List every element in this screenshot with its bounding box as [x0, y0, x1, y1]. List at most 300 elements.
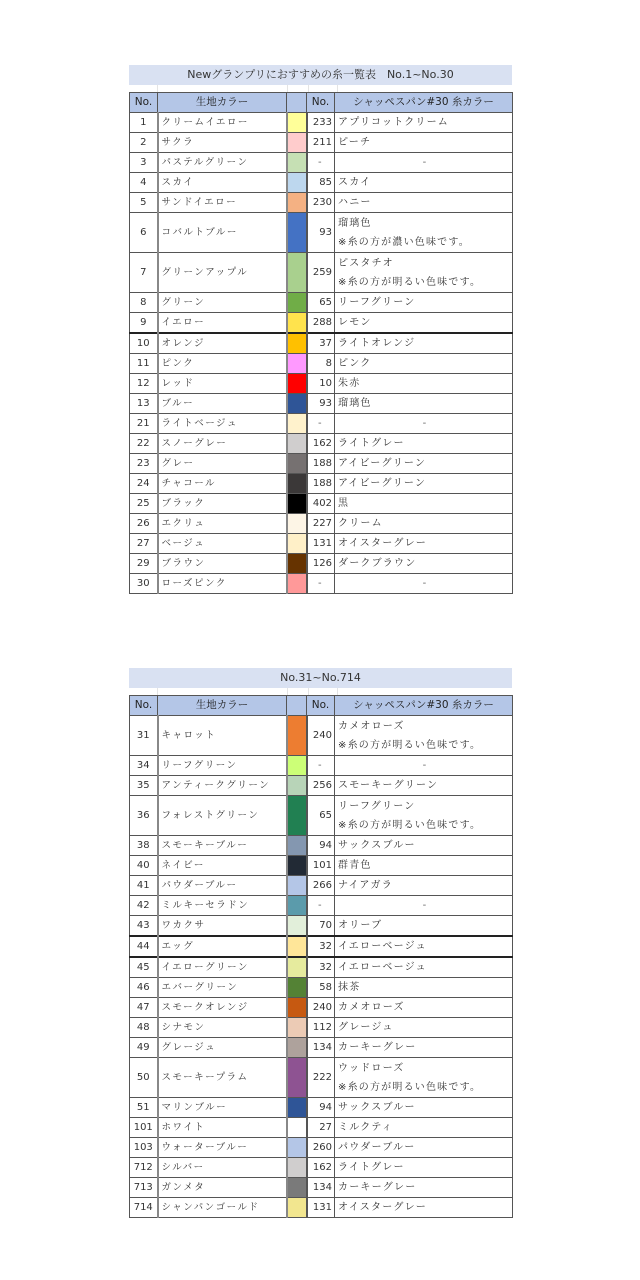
- table-row: [130, 374, 513, 394]
- thread-color-name: 朱赤: [338, 378, 361, 389]
- table-row: [130, 113, 513, 133]
- thread-color-cell: [335, 1118, 513, 1138]
- table-row: [130, 494, 513, 514]
- color-swatch: [287, 1038, 307, 1058]
- table-row: [130, 957, 513, 978]
- color-swatch: [287, 836, 307, 856]
- thread-color-name: サックスブルー: [338, 1102, 416, 1113]
- thread-color-cell: [335, 756, 513, 776]
- thread-no: 93: [307, 213, 335, 253]
- table-row: [130, 253, 513, 293]
- thread-color-cell: [335, 876, 513, 896]
- fabric-color-name: エッグ: [158, 936, 287, 957]
- thread-color-name: ピンク: [338, 358, 372, 369]
- table-block-2: [129, 668, 512, 1218]
- color-swatch: [287, 374, 307, 394]
- thread-no: -: [307, 756, 335, 776]
- color-swatch: [287, 936, 307, 957]
- header-swatch: [287, 93, 307, 113]
- thread-color-cell: [335, 998, 513, 1018]
- table-row: [130, 836, 513, 856]
- thread-color-name: ナイアガラ: [338, 880, 393, 891]
- color-swatch: [287, 1158, 307, 1178]
- fabric-no: 10: [130, 333, 158, 354]
- fabric-color-name: ホワイト: [158, 1118, 287, 1138]
- thread-color-cell: [335, 957, 513, 978]
- table-row: [130, 394, 513, 414]
- thread-color-cell: [335, 173, 513, 193]
- fabric-no: 21: [130, 414, 158, 434]
- fabric-no: 1: [130, 113, 158, 133]
- table-row: [130, 574, 513, 594]
- table-row: [130, 1138, 513, 1158]
- thread-no: -: [307, 896, 335, 916]
- thread-color-name: アイビーグリーン: [338, 478, 427, 489]
- thread-color-cell: [335, 474, 513, 494]
- thread-color-cell: [335, 434, 513, 454]
- color-swatch: [287, 1198, 307, 1218]
- fabric-color-name: スモークオレンジ: [158, 998, 287, 1018]
- table-row: [130, 354, 513, 374]
- thread-color-cell: [335, 153, 513, 173]
- table-body: [130, 113, 513, 594]
- thread-table-1: [129, 92, 513, 594]
- color-swatch: [287, 474, 307, 494]
- table-row: [130, 856, 513, 876]
- table-row: [130, 153, 513, 173]
- thread-color-name: ライトオレンジ: [338, 338, 416, 349]
- thread-no: 230: [307, 193, 335, 213]
- color-swatch: [287, 133, 307, 153]
- fabric-no: 31: [130, 716, 158, 756]
- thread-color-cell: [335, 1058, 513, 1098]
- fabric-no: 29: [130, 554, 158, 574]
- fabric-no: 35: [130, 776, 158, 796]
- thread-no: 259: [307, 253, 335, 293]
- thread-color-name: ハニー: [338, 197, 372, 208]
- thread-color-cell: [335, 1198, 513, 1218]
- thread-color-cell: [335, 1098, 513, 1118]
- thread-no: 94: [307, 836, 335, 856]
- fabric-color-name: スモーキープラム: [158, 1058, 287, 1098]
- thread-no: 101: [307, 856, 335, 876]
- fabric-color-name: ワカクサ: [158, 916, 287, 937]
- thread-note: ※糸の方が明るい色味です。: [338, 739, 482, 751]
- thread-color-name: -: [422, 900, 428, 911]
- thread-color-cell: [335, 574, 513, 594]
- color-swatch: [287, 313, 307, 334]
- thread-color-name: 抹茶: [338, 982, 361, 993]
- fabric-color-name: ガンメタ: [158, 1178, 287, 1198]
- thread-no: 162: [307, 434, 335, 454]
- fabric-color-name: シナモン: [158, 1018, 287, 1038]
- fabric-no: 27: [130, 534, 158, 554]
- thread-no: 260: [307, 1138, 335, 1158]
- fabric-no: 45: [130, 957, 158, 978]
- color-swatch: [287, 796, 307, 836]
- thread-color-name: イエローベージュ: [338, 962, 427, 973]
- fabric-no: 7: [130, 253, 158, 293]
- spacer: [129, 85, 512, 92]
- thread-table-2: [129, 695, 513, 1218]
- color-swatch: [287, 293, 307, 313]
- fabric-no: 36: [130, 796, 158, 836]
- color-swatch: [287, 876, 307, 896]
- fabric-color-name: リーフグリーン: [158, 756, 287, 776]
- fabric-no: 5: [130, 193, 158, 213]
- fabric-no: 43: [130, 916, 158, 937]
- fabric-color-name: フォレストグリーン: [158, 796, 287, 836]
- thread-color-cell: [335, 1158, 513, 1178]
- thread-color-cell: [335, 454, 513, 474]
- thread-no: 266: [307, 876, 335, 896]
- thread-color-name: -: [422, 578, 428, 589]
- thread-color-name: ピスタチオ: [338, 257, 394, 269]
- fabric-color-name: チャコール: [158, 474, 287, 494]
- fabric-color-name: ベージュ: [158, 534, 287, 554]
- fabric-color-name: キャロット: [158, 716, 287, 756]
- fabric-color-name: レッド: [158, 374, 287, 394]
- header-row: [130, 696, 513, 716]
- header-thread-no: No.: [307, 93, 335, 113]
- table-row: [130, 1018, 513, 1038]
- thread-color-cell: [335, 133, 513, 153]
- table-row: [130, 876, 513, 896]
- thread-color-name: 群青色: [338, 860, 372, 871]
- thread-no: 188: [307, 474, 335, 494]
- thread-color-cell: [335, 1038, 513, 1058]
- thread-no: 37: [307, 333, 335, 354]
- thread-no: 240: [307, 716, 335, 756]
- color-swatch: [287, 213, 307, 253]
- color-swatch: [287, 756, 307, 776]
- thread-color-cell: [335, 1138, 513, 1158]
- color-swatch: [287, 896, 307, 916]
- table-row: [130, 293, 513, 313]
- thread-no: 85: [307, 173, 335, 193]
- thread-color-name: 瑠璃色: [338, 217, 372, 229]
- thread-color-cell: [335, 354, 513, 374]
- header-row: [130, 93, 513, 113]
- thread-color-cell: [335, 978, 513, 998]
- thread-no: 188: [307, 454, 335, 474]
- table-row: [130, 514, 513, 534]
- fabric-no: 101: [130, 1118, 158, 1138]
- fabric-no: 44: [130, 936, 158, 957]
- fabric-color-name: エクリュ: [158, 514, 287, 534]
- thread-no: 131: [307, 1198, 335, 1218]
- fabric-no: 22: [130, 434, 158, 454]
- fabric-color-name: サクラ: [158, 133, 287, 153]
- thread-color-cell: [335, 374, 513, 394]
- thread-color-name: カーキーグレー: [338, 1042, 417, 1053]
- fabric-no: 103: [130, 1138, 158, 1158]
- fabric-no: 50: [130, 1058, 158, 1098]
- fabric-color-name: ピンク: [158, 354, 287, 374]
- thread-color-name: 瑠璃色: [338, 398, 372, 409]
- header-swatch: [287, 696, 307, 716]
- table-row: [130, 193, 513, 213]
- fabric-color-name: クリームイエロー: [158, 113, 287, 133]
- color-swatch: [287, 193, 307, 213]
- thread-no: 211: [307, 133, 335, 153]
- table-row: [130, 1058, 513, 1098]
- thread-color-name: 黒: [338, 498, 350, 509]
- thread-color-name: パウダーブルー: [338, 1142, 416, 1153]
- thread-color-cell: [335, 414, 513, 434]
- thread-no: 134: [307, 1178, 335, 1198]
- fabric-color-name: ローズピンク: [158, 574, 287, 594]
- color-swatch: [287, 1018, 307, 1038]
- thread-color-cell: [335, 1178, 513, 1198]
- thread-color-cell: [335, 193, 513, 213]
- thread-color-cell: [335, 836, 513, 856]
- fabric-no: 13: [130, 394, 158, 414]
- thread-color-cell: [335, 514, 513, 534]
- thread-color-cell: [335, 916, 513, 937]
- thread-color-name: オイスターグレー: [338, 538, 427, 549]
- table-title: No.31~No.714: [129, 668, 512, 688]
- table-row: [130, 716, 513, 756]
- thread-color-cell: [335, 796, 513, 836]
- thread-note: ※糸の方が濃い色味です。: [338, 236, 470, 248]
- color-swatch: [287, 414, 307, 434]
- table-body: [130, 716, 513, 1218]
- fabric-color-name: スノーグレー: [158, 434, 287, 454]
- color-swatch: [287, 1178, 307, 1198]
- color-swatch: [287, 514, 307, 534]
- thread-no: 93: [307, 394, 335, 414]
- header-thread-color: シャッペスパン#30 糸カラー: [335, 696, 513, 716]
- header-thread-no: No.: [307, 696, 335, 716]
- fabric-color-name: スカイ: [158, 173, 287, 193]
- thread-color-cell: [335, 494, 513, 514]
- fabric-color-name: ブラック: [158, 494, 287, 514]
- fabric-color-name: エバーグリーン: [158, 978, 287, 998]
- color-swatch: [287, 494, 307, 514]
- fabric-color-name: アンティークグリーン: [158, 776, 287, 796]
- table-row: [130, 474, 513, 494]
- thread-color-name: ウッドローズ: [338, 1062, 405, 1074]
- fabric-color-name: ウォーターブルー: [158, 1138, 287, 1158]
- thread-no: 126: [307, 554, 335, 574]
- table-block-1: [129, 65, 512, 594]
- thread-color-cell: [335, 534, 513, 554]
- fabric-no: 6: [130, 213, 158, 253]
- fabric-color-name: ミルキーセラドン: [158, 896, 287, 916]
- thread-no: 227: [307, 514, 335, 534]
- thread-no: 8: [307, 354, 335, 374]
- fabric-no: 51: [130, 1098, 158, 1118]
- fabric-no: 26: [130, 514, 158, 534]
- color-swatch: [287, 454, 307, 474]
- fabric-no: 713: [130, 1178, 158, 1198]
- table-row: [130, 896, 513, 916]
- thread-color-cell: [335, 313, 513, 334]
- color-swatch: [287, 554, 307, 574]
- thread-no: 94: [307, 1098, 335, 1118]
- thread-color-name: クリーム: [338, 518, 383, 529]
- color-swatch: [287, 776, 307, 796]
- fabric-color-name: サンドイエロー: [158, 193, 287, 213]
- thread-color-name: レモン: [338, 317, 372, 328]
- thread-no: 65: [307, 796, 335, 836]
- fabric-color-name: パウダーブルー: [158, 876, 287, 896]
- thread-no: 70: [307, 916, 335, 937]
- thread-no: 65: [307, 293, 335, 313]
- header-fabric-color: 生地カラー: [158, 696, 287, 716]
- color-swatch: [287, 394, 307, 414]
- fabric-no: 11: [130, 354, 158, 374]
- color-swatch: [287, 173, 307, 193]
- thread-color-name: カーキーグレー: [338, 1182, 417, 1193]
- thread-no: 288: [307, 313, 335, 334]
- fabric-color-name: シャンパンゴールド: [158, 1198, 287, 1218]
- thread-color-cell: [335, 113, 513, 133]
- table-row: [130, 998, 513, 1018]
- table-title: Newグランプリにおすすめの糸一覧表 No.1~No.30: [129, 65, 512, 85]
- thread-color-name: サックスブルー: [338, 840, 416, 851]
- fabric-color-name: グレー: [158, 454, 287, 474]
- fabric-color-name: ライトベージュ: [158, 414, 287, 434]
- table-row: [130, 213, 513, 253]
- thread-color-cell: [335, 394, 513, 414]
- fabric-no: 23: [130, 454, 158, 474]
- header-no: No.: [130, 93, 158, 113]
- fabric-no: 47: [130, 998, 158, 1018]
- table-row: [130, 776, 513, 796]
- thread-no: -: [307, 574, 335, 594]
- thread-color-cell: [335, 293, 513, 313]
- fabric-no: 40: [130, 856, 158, 876]
- table-row: [130, 1118, 513, 1138]
- table-row: [130, 133, 513, 153]
- header-no: No.: [130, 696, 158, 716]
- thread-color-name: ピーチ: [338, 137, 372, 148]
- fabric-no: 46: [130, 978, 158, 998]
- table-row: [130, 1038, 513, 1058]
- table-row: [130, 756, 513, 776]
- thread-color-name: -: [422, 760, 428, 771]
- thread-color-name: アプリコットクリーム: [338, 117, 449, 128]
- thread-no: 256: [307, 776, 335, 796]
- fabric-no: 8: [130, 293, 158, 313]
- fabric-color-name: スモーキーブルー: [158, 836, 287, 856]
- thread-color-cell: [335, 896, 513, 916]
- thread-note: ※糸の方が明るい色味です。: [338, 276, 482, 288]
- thread-no: 131: [307, 534, 335, 554]
- fabric-no: 712: [130, 1158, 158, 1178]
- thread-color-name: グレージュ: [338, 1022, 394, 1033]
- color-swatch: [287, 153, 307, 173]
- table-row: [130, 978, 513, 998]
- thread-color-name: カメオローズ: [338, 720, 405, 732]
- thread-no: 240: [307, 998, 335, 1018]
- fabric-color-name: ネイビー: [158, 856, 287, 876]
- fabric-no: 38: [130, 836, 158, 856]
- thread-color-name: ライトグレー: [338, 1162, 405, 1173]
- table-row: [130, 1098, 513, 1118]
- fabric-color-name: コバルトブルー: [158, 213, 287, 253]
- color-swatch: [287, 113, 307, 133]
- thread-no: 10: [307, 374, 335, 394]
- fabric-no: 2: [130, 133, 158, 153]
- table-row: [130, 1178, 513, 1198]
- table-row: [130, 1198, 513, 1218]
- thread-color-name: ライトグレー: [338, 438, 405, 449]
- thread-no: -: [307, 414, 335, 434]
- header-fabric-color: 生地カラー: [158, 93, 287, 113]
- color-swatch: [287, 1138, 307, 1158]
- fabric-no: 9: [130, 313, 158, 334]
- thread-no: 27: [307, 1118, 335, 1138]
- thread-color-name: -: [422, 418, 428, 429]
- color-swatch: [287, 1118, 307, 1138]
- fabric-no: 4: [130, 173, 158, 193]
- thread-color-name: オリーブ: [338, 920, 383, 931]
- color-swatch: [287, 856, 307, 876]
- table-row: [130, 534, 513, 554]
- color-swatch: [287, 978, 307, 998]
- color-swatch: [287, 916, 307, 937]
- fabric-no: 42: [130, 896, 158, 916]
- thread-no: 112: [307, 1018, 335, 1038]
- fabric-color-name: マリンブルー: [158, 1098, 287, 1118]
- thread-no: 134: [307, 1038, 335, 1058]
- thread-color-cell: [335, 1018, 513, 1038]
- color-swatch: [287, 998, 307, 1018]
- table-row: [130, 1158, 513, 1178]
- color-swatch: [287, 534, 307, 554]
- table-row: [130, 454, 513, 474]
- thread-color-cell: [335, 554, 513, 574]
- fabric-no: 3: [130, 153, 158, 173]
- fabric-color-name: グレージュ: [158, 1038, 287, 1058]
- thread-no: 32: [307, 936, 335, 957]
- thread-no: 32: [307, 957, 335, 978]
- fabric-no: 714: [130, 1198, 158, 1218]
- table-row: [130, 796, 513, 836]
- table-row: [130, 916, 513, 937]
- color-swatch: [287, 333, 307, 354]
- fabric-color-name: パステルグリーン: [158, 153, 287, 173]
- thread-color-cell: [335, 776, 513, 796]
- thread-no: -: [307, 153, 335, 173]
- fabric-no: 34: [130, 756, 158, 776]
- thread-color-cell: [335, 253, 513, 293]
- color-swatch: [287, 1098, 307, 1118]
- fabric-no: 30: [130, 574, 158, 594]
- color-swatch: [287, 957, 307, 978]
- table-row: [130, 313, 513, 334]
- fabric-no: 24: [130, 474, 158, 494]
- table-row: [130, 554, 513, 574]
- thread-no: 162: [307, 1158, 335, 1178]
- fabric-no: 41: [130, 876, 158, 896]
- thread-color-name: -: [422, 157, 428, 168]
- fabric-color-name: オレンジ: [158, 333, 287, 354]
- thread-color-cell: [335, 333, 513, 354]
- thread-no: 233: [307, 113, 335, 133]
- thread-note: ※糸の方が明るい色味です。: [338, 819, 482, 831]
- thread-color-name: リーフグリーン: [338, 297, 416, 308]
- thread-color-name: オイスターグレー: [338, 1202, 427, 1213]
- fabric-color-name: イエロー: [158, 313, 287, 334]
- thread-color-name: スモーキーグリーン: [338, 780, 439, 791]
- thread-no: 222: [307, 1058, 335, 1098]
- fabric-color-name: ブラウン: [158, 554, 287, 574]
- thread-color-name: スカイ: [338, 177, 372, 188]
